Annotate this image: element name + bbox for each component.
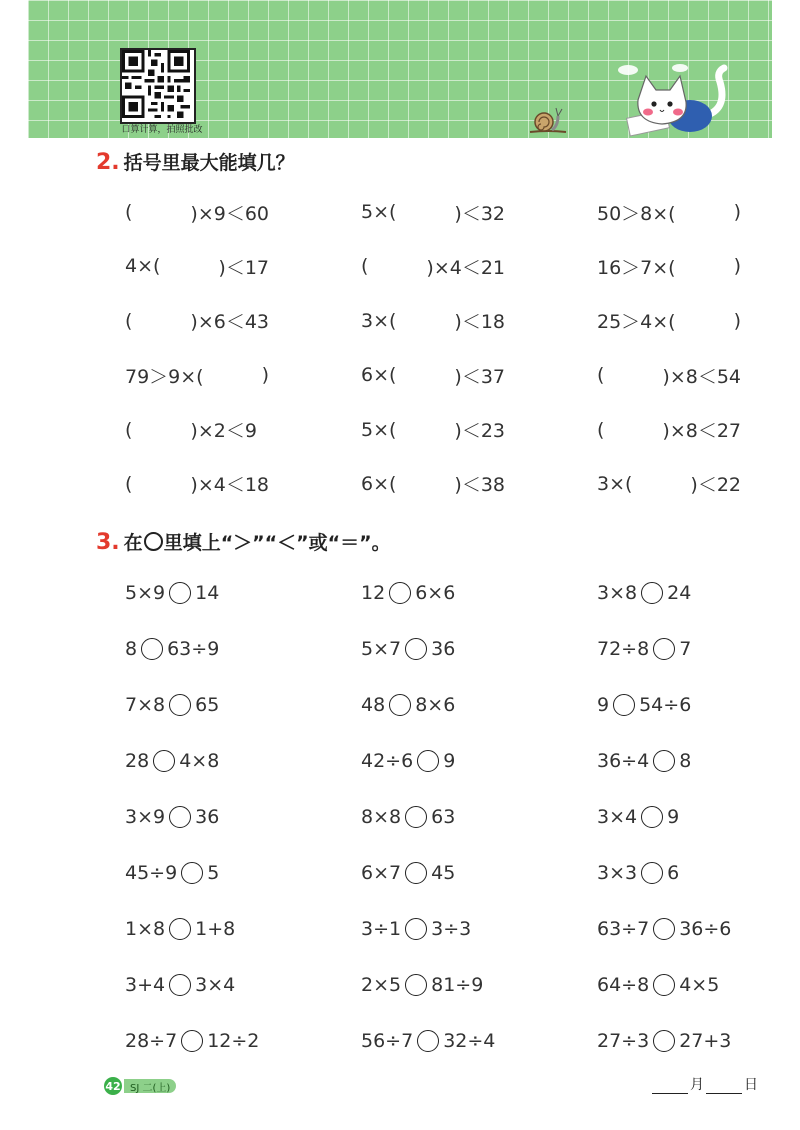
- bracket-problem: [361, 306, 597, 336]
- bracket-problem: [361, 197, 597, 227]
- problem-right: ): [733, 255, 742, 278]
- compare-circle[interactable]: [613, 694, 635, 716]
- compare-circle[interactable]: [641, 582, 663, 604]
- compare-circle[interactable]: [181, 862, 203, 884]
- section-3-problems: [125, 578, 785, 1082]
- problem-left: (: [125, 309, 133, 332]
- problem-right: )×9＜60: [190, 202, 270, 225]
- compare-right: 63: [431, 806, 456, 828]
- compare-left: 28: [125, 750, 150, 772]
- problem-right: )×4＜21: [426, 256, 506, 279]
- compare-right: 4×5: [679, 974, 720, 996]
- compare-left: 27÷3: [597, 1030, 650, 1052]
- compare-left: 3×3: [597, 862, 638, 884]
- problem-left: (: [125, 472, 133, 495]
- compare-left: 3×9: [125, 806, 166, 828]
- compare-right: 45: [431, 862, 456, 884]
- compare-left: 8×8: [361, 806, 402, 828]
- compare-problem: [125, 746, 361, 776]
- problem-right: )＜38: [454, 474, 506, 497]
- compare-right: 81÷9: [431, 974, 484, 996]
- compare-problem: [361, 746, 597, 776]
- section-2-text: 括号里最大能填几？: [123, 152, 295, 174]
- section-3-text-start: 在: [123, 532, 143, 554]
- compare-problem: [361, 634, 597, 664]
- problem-left: 3×(: [597, 472, 633, 495]
- bracket-problem: [125, 469, 361, 499]
- compare-right: 32÷4: [443, 1030, 496, 1052]
- compare-left: 45÷9: [125, 862, 178, 884]
- problem-right: )×2＜9: [190, 420, 257, 443]
- compare-left: 3×4: [597, 806, 638, 828]
- compare-circle[interactable]: [405, 862, 427, 884]
- compare-circle[interactable]: [389, 582, 411, 604]
- compare-right: 36: [431, 638, 456, 660]
- compare-left: 36÷4: [597, 750, 650, 772]
- bracket-problem: [597, 197, 785, 227]
- bracket-problem: [125, 197, 361, 227]
- compare-left: 3÷1: [361, 918, 402, 940]
- compare-circle[interactable]: [653, 750, 675, 772]
- problem-left: (: [125, 418, 133, 441]
- cat-writing-illustration: [608, 60, 738, 138]
- compare-circle[interactable]: [417, 750, 439, 772]
- bracket-problem: [597, 469, 785, 499]
- section-3-text-end: 里填上“＞”“＜”或“＝”。: [163, 532, 391, 554]
- problem-left: (: [597, 364, 605, 387]
- problem-right: )×8＜27: [662, 420, 742, 443]
- compare-right: 6×6: [415, 582, 456, 604]
- problem-left: (: [361, 255, 369, 278]
- compare-right: 5: [207, 862, 220, 884]
- compare-circle[interactable]: [405, 806, 427, 828]
- compare-right: 24: [667, 582, 692, 604]
- compare-circle[interactable]: [405, 918, 427, 940]
- qr-code[interactable]: [120, 48, 196, 124]
- compare-right: 9: [667, 806, 680, 828]
- compare-left: 7×8: [125, 694, 166, 716]
- month-label: 月: [690, 1077, 704, 1093]
- problem-left: 5×(: [361, 201, 397, 223]
- compare-problem: [361, 858, 597, 888]
- day-label: 日: [744, 1077, 758, 1093]
- problem-right: )＜17: [218, 256, 270, 279]
- page-badge: [104, 1077, 176, 1095]
- compare-left: 63÷7: [597, 918, 650, 940]
- compare-problem: [361, 690, 597, 720]
- bracket-problem: [361, 415, 597, 445]
- problem-right: )＜18: [454, 311, 506, 334]
- compare-problem: [597, 970, 785, 1000]
- compare-right: 27+3: [679, 1030, 732, 1052]
- compare-left: 5×9: [125, 582, 166, 604]
- compare-right: 65: [195, 694, 220, 716]
- bracket-problem: [125, 306, 361, 336]
- section-2-problems: [125, 197, 785, 523]
- problem-right: )＜22: [690, 474, 742, 497]
- compare-circle[interactable]: [169, 918, 191, 940]
- compare-problem: [361, 578, 597, 608]
- compare-left: 1×8: [125, 918, 166, 940]
- compare-right: 8×6: [415, 694, 456, 716]
- section-2-number: 2.: [96, 150, 120, 175]
- compare-circle[interactable]: [653, 974, 675, 996]
- compare-problem: [125, 1026, 361, 1056]
- section-3-number: 3.: [96, 530, 120, 555]
- month-blank[interactable]: [652, 1079, 688, 1094]
- problem-left: (: [125, 201, 133, 223]
- bracket-problem: [125, 251, 361, 281]
- compare-right: 3×4: [195, 974, 236, 996]
- compare-circle[interactable]: [641, 806, 663, 828]
- compare-left: 12: [361, 582, 386, 604]
- compare-circle[interactable]: [641, 862, 663, 884]
- compare-problem: [125, 578, 361, 608]
- compare-right: 54÷6: [639, 694, 692, 716]
- compare-circle[interactable]: [653, 1030, 675, 1052]
- compare-circle[interactable]: [181, 1030, 203, 1052]
- compare-problem: [125, 802, 361, 832]
- problem-right: ): [733, 309, 742, 332]
- compare-problem: [361, 914, 597, 944]
- compare-circle[interactable]: [405, 974, 427, 996]
- compare-right: 36: [195, 806, 220, 828]
- compare-circle[interactable]: [169, 694, 191, 716]
- compare-circle[interactable]: [653, 918, 675, 940]
- compare-left: 28÷7: [125, 1030, 178, 1052]
- compare-circle[interactable]: [169, 582, 191, 604]
- compare-problem: [125, 970, 361, 1000]
- compare-right: 14: [195, 582, 220, 604]
- compare-circle[interactable]: [653, 638, 675, 660]
- compare-problem: [597, 858, 785, 888]
- compare-right: 9: [443, 750, 456, 772]
- problem-left: 25＞4×(: [597, 311, 676, 334]
- compare-problem: [361, 1026, 597, 1056]
- problem-left: 5×(: [361, 418, 397, 441]
- problem-right: )×8＜54: [662, 365, 742, 388]
- compare-right: 8: [679, 750, 692, 772]
- problem-right: )×6＜43: [190, 311, 270, 334]
- snail-illustration: [528, 104, 568, 134]
- bracket-problem: [597, 306, 785, 336]
- problem-left: 50＞8×(: [597, 202, 676, 225]
- compare-right: 3÷3: [431, 918, 472, 940]
- problem-left: 79＞9×(: [125, 365, 204, 388]
- compare-problem: [125, 690, 361, 720]
- compare-circle[interactable]: [169, 806, 191, 828]
- bracket-problem: [125, 360, 361, 390]
- problem-left: 6×(: [361, 364, 397, 387]
- bracket-problem: [361, 360, 597, 390]
- compare-circle[interactable]: [169, 974, 191, 996]
- compare-problem: [597, 634, 785, 664]
- compare-right: 12÷2: [207, 1030, 260, 1052]
- day-blank[interactable]: [706, 1079, 742, 1094]
- compare-problem: [597, 1026, 785, 1056]
- compare-circle[interactable]: [405, 638, 427, 660]
- compare-problem: [361, 970, 597, 1000]
- compare-left: 9: [597, 694, 610, 716]
- compare-circle[interactable]: [417, 1030, 439, 1052]
- problem-right: )×4＜18: [190, 474, 270, 497]
- grade-tag: SJ 二(上): [124, 1079, 176, 1093]
- problem-right: )＜23: [454, 420, 506, 443]
- compare-left: 2×5: [361, 974, 402, 996]
- compare-right: 1+8: [195, 918, 236, 940]
- compare-problem: [597, 914, 785, 944]
- problem-left: 16＞7×(: [597, 256, 676, 279]
- compare-problem: [125, 914, 361, 944]
- compare-right: 63÷9: [167, 638, 220, 660]
- problem-right: )＜32: [454, 202, 506, 225]
- compare-right: 4×8: [179, 750, 220, 772]
- compare-left: 64÷8: [597, 974, 650, 996]
- section-2-title: [96, 148, 295, 175]
- problem-left: 6×(: [361, 472, 397, 495]
- compare-left: 72÷8: [597, 638, 650, 660]
- compare-circle[interactable]: [389, 694, 411, 716]
- bracket-problem: [597, 415, 785, 445]
- qr-caption: 口算计算，拍照批改: [121, 125, 203, 135]
- compare-problem: [597, 746, 785, 776]
- header-banner: [28, 0, 772, 138]
- problem-right: ): [733, 201, 742, 223]
- compare-circle[interactable]: [141, 638, 163, 660]
- compare-left: 3+4: [125, 974, 166, 996]
- bracket-problem: [597, 360, 785, 390]
- compare-problem: [125, 858, 361, 888]
- compare-problem: [597, 578, 785, 608]
- problem-left: (: [597, 418, 605, 441]
- compare-left: 8: [125, 638, 138, 660]
- circle-icon: [144, 532, 163, 551]
- compare-problem: [361, 802, 597, 832]
- compare-left: 42÷6: [361, 750, 414, 772]
- problem-right: ): [261, 364, 270, 387]
- date-field: [652, 1074, 758, 1094]
- compare-right: 7: [679, 638, 692, 660]
- compare-left: 56÷7: [361, 1030, 414, 1052]
- compare-problem: [597, 802, 785, 832]
- compare-problem: [597, 690, 785, 720]
- problem-right: )＜37: [454, 365, 506, 388]
- compare-right: 36÷6: [679, 918, 732, 940]
- compare-problem: [125, 634, 361, 664]
- section-3-title: [96, 528, 391, 555]
- bracket-problem: [361, 469, 597, 499]
- bracket-problem: [125, 415, 361, 445]
- compare-right: 6: [667, 862, 680, 884]
- bracket-problem: [597, 251, 785, 281]
- compare-circle[interactable]: [153, 750, 175, 772]
- compare-left: 6×7: [361, 862, 402, 884]
- compare-left: 3×8: [597, 582, 638, 604]
- compare-left: 5×7: [361, 638, 402, 660]
- bracket-problem: [361, 251, 597, 281]
- compare-left: 48: [361, 694, 386, 716]
- problem-left: 3×(: [361, 309, 397, 332]
- page-number: 42: [104, 1077, 122, 1095]
- problem-left: 4×(: [125, 255, 161, 278]
